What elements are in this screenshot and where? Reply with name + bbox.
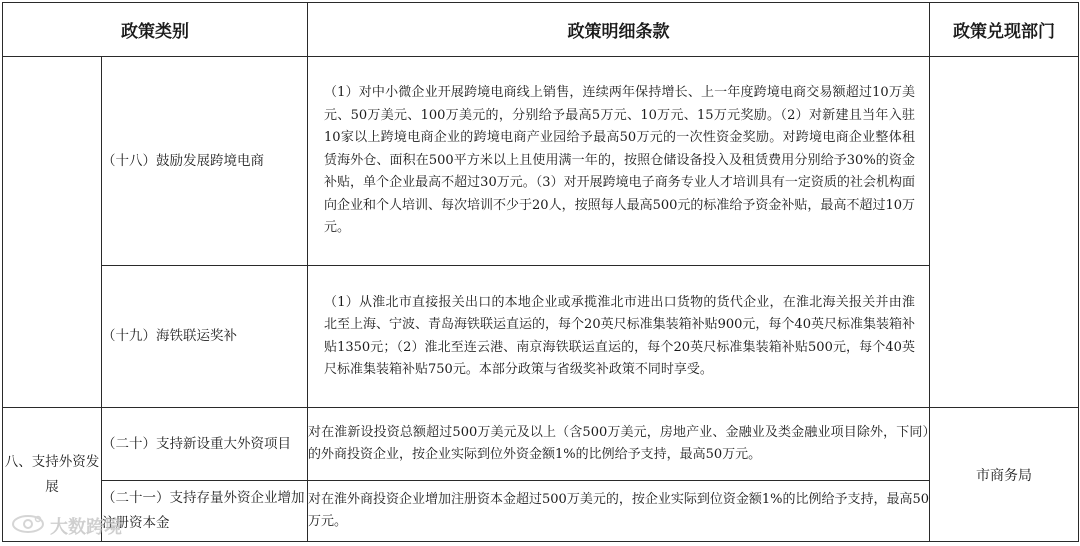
subcategory-cell: （二十）支持新设重大外资项目 bbox=[102, 408, 308, 481]
header-row bbox=[3, 3, 1079, 57]
department-cell: 市商务局 bbox=[930, 408, 1079, 542]
policy-table bbox=[2, 2, 1079, 542]
detail-cell: （1）对中小微企业开展跨境电商线上销售，连续两年保持增长、上一年度跨境电商交易额超过10万美元、50万美元、100万美元的，分别给予最高5万元、10万元、15万元奖励。（2）对新建且当年入驻10家以上跨境电商企业的跨境电商产业园给予最高50万元的一次性资金奖励。对跨境电商企业整体租赁海外仓、面积在500平方米以上且使用满一年的，按照仓储设备投入及租赁费用分别给予30%的资金补贴，单个企业最高不超过30万元。（3）对开展跨境电子商务专业人才培训具有一定资质的社会机构面向企业和个人培训、每次培训不少于20人，按照每人最高500元的标准给予资金补贴，最高不超过10万元。 bbox=[308, 57, 930, 266]
subcategory-cell: （十九）海铁联运奖补 bbox=[102, 266, 308, 408]
table-row bbox=[3, 266, 1079, 408]
detail-cell: 对在淮新设投资总额超过500万美元及以上（含500万美元，房地产业、金融业及类金融业项目除外，下同）的外商投资企业，按企业实际到位外资金额1%的比例给予支持，最高50万元。 bbox=[308, 408, 930, 481]
watermark bbox=[10, 511, 160, 541]
subcategory-cell: （十八）鼓励发展跨境电商 bbox=[102, 57, 308, 266]
category-cell: 八、支持外资发展 bbox=[3, 408, 102, 542]
eye-logo-icon bbox=[10, 512, 46, 541]
table-row bbox=[3, 481, 1079, 542]
detail-cell: （1）从淮北市直接报关出口的本地企业或承揽淮北市进出口货物的货代企业，在淮北海关报关并由淮北至上海、宁波、青岛海铁联运直运的，每个20英尺标准集装箱补贴900元，每个40英尺标准集装箱补贴1350元；（2）淮北至连云港、南京海铁联运直运的，每个20英尺标准集装箱补贴500元，每个40英尺标准集装箱补贴750元。本部分政策与省级奖补政策不同时享受。 bbox=[308, 266, 930, 408]
department-cell-blank bbox=[930, 57, 1079, 408]
header-department: 政策兑现部门 bbox=[930, 3, 1079, 57]
header-detail: 政策明细条款 bbox=[308, 3, 930, 57]
subcategory-cell: （二十一）支持存量外资企业增加注册资本金 bbox=[102, 481, 308, 542]
category-cell-blank bbox=[3, 57, 102, 408]
watermark-text: 大数跨境 bbox=[50, 517, 122, 538]
header-category: 政策类别 bbox=[3, 3, 308, 57]
detail-cell: 对在淮外商投资企业增加注册资本金超过500万美元的，按企业实际到位资金额1%的比例给予支持，最高50万元。 bbox=[308, 481, 930, 542]
table-row bbox=[3, 408, 1079, 481]
table-row bbox=[3, 57, 1079, 266]
